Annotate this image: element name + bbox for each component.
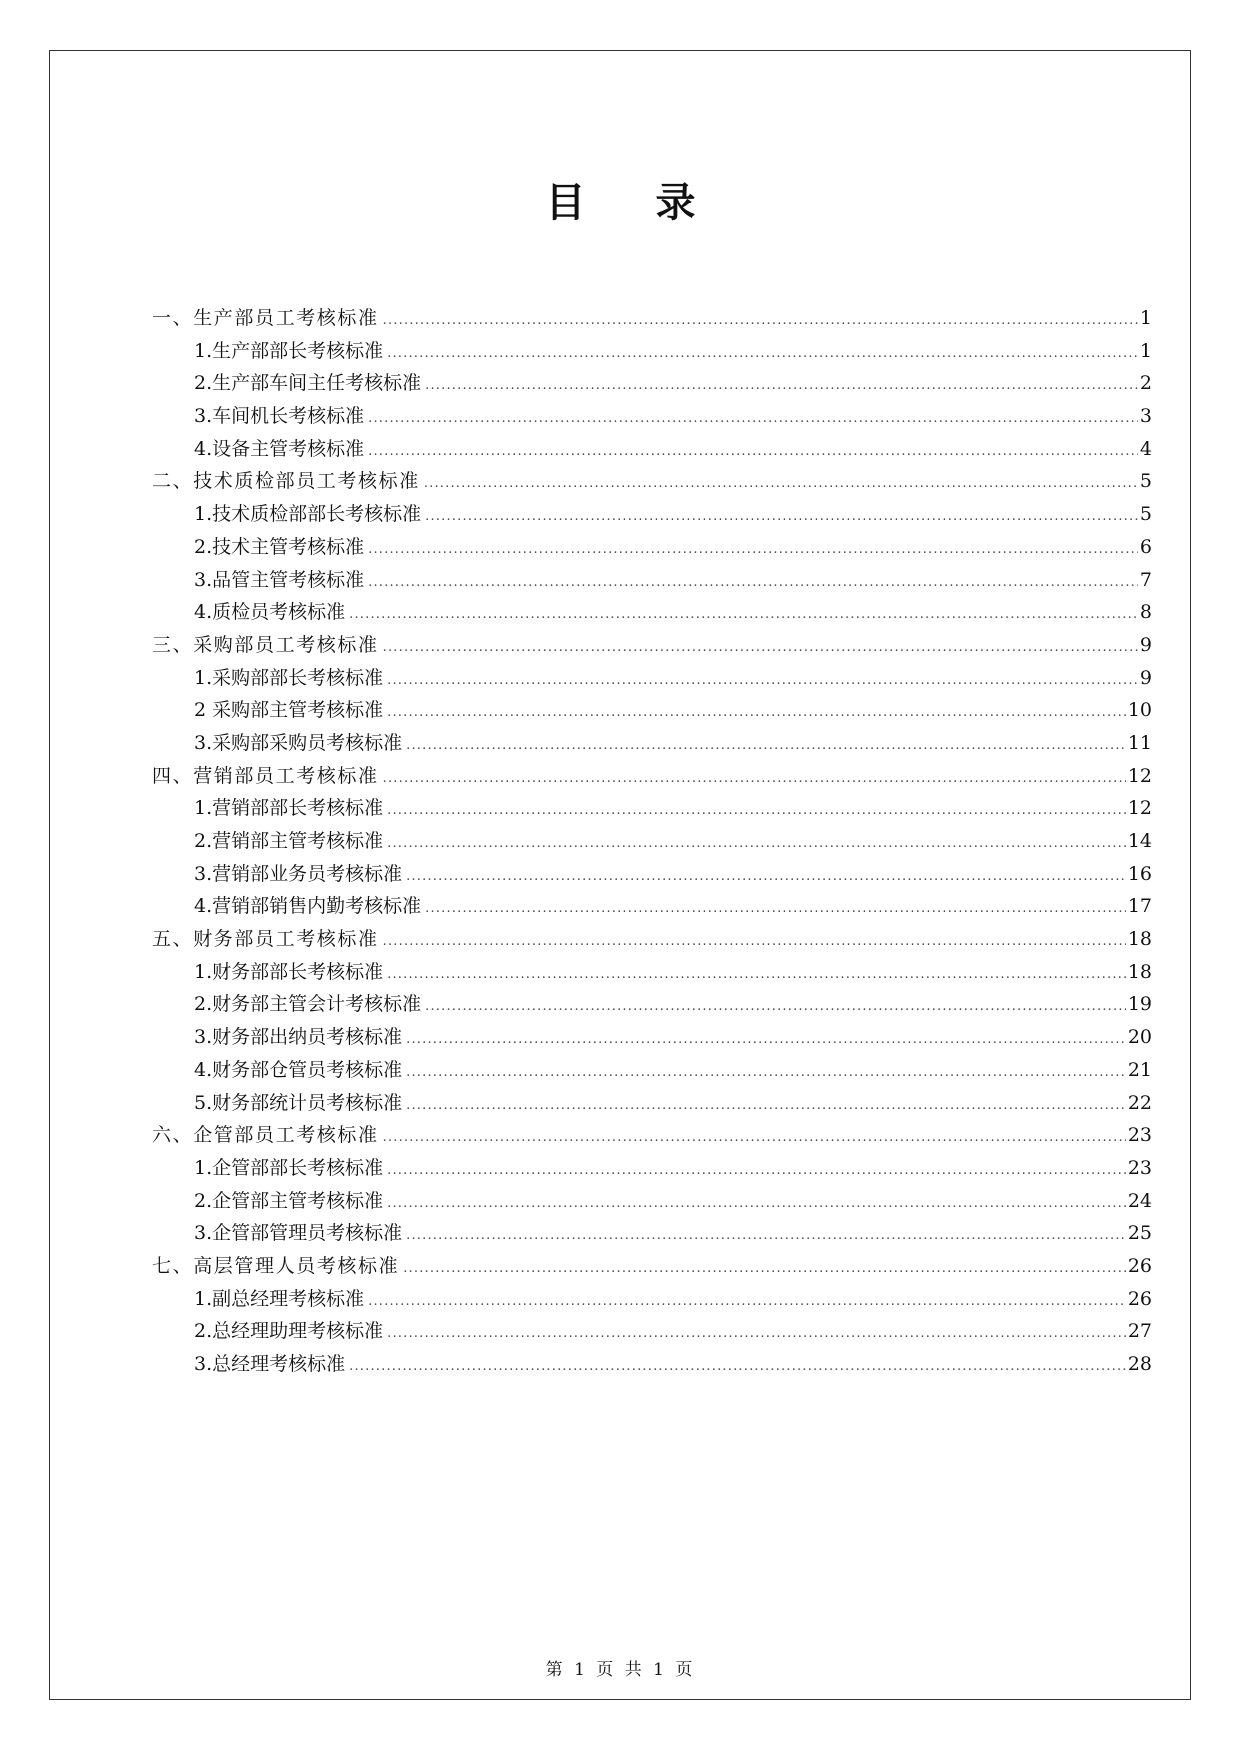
toc-entry-label: 七、高层管理人员考核标准 xyxy=(152,1254,400,1277)
toc-subsection-entry[interactable] xyxy=(152,727,1152,760)
toc-entry-label: 3.品管主管考核标准 xyxy=(194,568,365,591)
toc-section-entry[interactable] xyxy=(152,1119,1152,1152)
toc-entry-label: 五、财务部员工考核标准 xyxy=(152,928,379,951)
toc-subsection-entry[interactable] xyxy=(152,1217,1152,1250)
toc-dot-leader xyxy=(406,861,1126,894)
toc-entry-page-number: 18 xyxy=(1127,928,1152,951)
toc-entry-label: 1.财务部部长考核标准 xyxy=(194,960,384,983)
toc-dot-leader xyxy=(368,1286,1126,1319)
toc-entry-page-number: 23 xyxy=(1127,1156,1152,1179)
toc-subsection-entry[interactable] xyxy=(152,498,1152,531)
toc-section-entry[interactable] xyxy=(152,760,1152,793)
toc-subsection-entry[interactable] xyxy=(152,1087,1152,1120)
toc-dot-leader xyxy=(349,599,1138,632)
toc-section-entry[interactable] xyxy=(152,302,1152,335)
footer-total-pages: 1 xyxy=(653,1660,667,1680)
toc-entry-label: 四、营销部员工考核标准 xyxy=(152,764,379,787)
toc-subsection-entry[interactable] xyxy=(152,956,1152,989)
toc-dot-leader xyxy=(424,468,1138,501)
toc-entry-label: 2.企管部主管考核标准 xyxy=(194,1189,384,1212)
toc-entry-page-number: 16 xyxy=(1127,862,1152,885)
toc-dot-leader xyxy=(387,338,1138,371)
toc-entry-label: 2 采购部主管考核标准 xyxy=(194,699,384,722)
toc-entry-label: 1.副总经理考核标准 xyxy=(194,1287,365,1310)
toc-subsection-entry[interactable] xyxy=(152,367,1152,400)
toc-subsection-entry[interactable] xyxy=(152,662,1152,695)
toc-entry-page-number: 26 xyxy=(1127,1287,1152,1310)
toc-entry-page-number: 19 xyxy=(1127,993,1152,1016)
toc-section-entry[interactable] xyxy=(152,629,1152,662)
footer-prefix: 第 xyxy=(545,1660,566,1680)
toc-subsection-entry[interactable] xyxy=(152,988,1152,1021)
toc-entry-page-number: 11 xyxy=(1127,731,1152,754)
toc-subsection-entry[interactable] xyxy=(152,400,1152,433)
page-footer xyxy=(0,1658,1241,1682)
toc-entry-label: 2.总经理助理考核标准 xyxy=(194,1320,384,1343)
toc-entry-page-number: 3 xyxy=(1139,405,1152,428)
toc-section-entry[interactable] xyxy=(152,1250,1152,1283)
toc-subsection-entry[interactable] xyxy=(152,1348,1152,1381)
toc-entry-page-number: 8 xyxy=(1139,601,1152,624)
toc-dot-leader xyxy=(387,665,1138,698)
toc-entry-label: 三、采购部员工考核标准 xyxy=(152,633,379,656)
toc-dot-leader xyxy=(368,403,1138,436)
page-title: 目 录 xyxy=(545,180,724,226)
toc-entry-page-number: 21 xyxy=(1127,1058,1152,1081)
toc-entry-page-number: 1 xyxy=(1139,307,1152,329)
toc-entry-label: 4.营销部销售内勤考核标准 xyxy=(194,895,422,918)
toc-dot-leader xyxy=(387,828,1126,861)
toc-entry-label: 4.设备主管考核标准 xyxy=(194,437,365,460)
toc-entry-label: 六、企管部员工考核标准 xyxy=(152,1124,379,1147)
toc-dot-leader xyxy=(368,436,1138,469)
toc-subsection-entry[interactable] xyxy=(152,858,1152,891)
toc-subsection-entry[interactable] xyxy=(152,335,1152,368)
toc-subsection-entry[interactable] xyxy=(152,792,1152,825)
footer-suffix: 页 xyxy=(675,1660,696,1680)
table-of-contents xyxy=(152,302,1152,1381)
toc-entry-page-number: 24 xyxy=(1127,1189,1152,1212)
toc-entry-page-number: 9 xyxy=(1139,666,1152,689)
toc-dot-leader xyxy=(368,534,1138,567)
toc-entry-label: 4.财务部仓管员考核标准 xyxy=(194,1058,403,1081)
toc-dot-leader xyxy=(406,1057,1126,1090)
toc-dot-leader xyxy=(387,697,1126,730)
toc-dot-leader xyxy=(406,1220,1126,1253)
toc-entry-label: 2.财务部主管会计考核标准 xyxy=(194,993,422,1016)
toc-dot-leader xyxy=(425,501,1138,534)
toc-entry-page-number: 18 xyxy=(1127,960,1152,983)
toc-dot-leader xyxy=(368,567,1138,600)
toc-entry-page-number: 26 xyxy=(1127,1254,1152,1277)
toc-subsection-entry[interactable] xyxy=(152,694,1152,727)
toc-subsection-entry[interactable] xyxy=(152,564,1152,597)
toc-entry-label: 2.营销部主管考核标准 xyxy=(194,830,384,852)
toc-entry-page-number: 14 xyxy=(1127,830,1152,852)
toc-entry-label: 1.企管部部长考核标准 xyxy=(194,1156,384,1179)
toc-entry-label: 一、生产部员工考核标准 xyxy=(152,307,379,329)
toc-entry-page-number: 20 xyxy=(1127,1026,1152,1049)
toc-dot-leader xyxy=(387,795,1126,828)
footer-middle: 页 共 xyxy=(596,1660,645,1680)
toc-dot-leader xyxy=(383,632,1138,665)
toc-dot-leader xyxy=(383,305,1138,338)
toc-entry-label: 3.采购部采购员考核标准 xyxy=(194,731,403,754)
toc-entry-label: 3.总经理考核标准 xyxy=(194,1353,346,1375)
toc-entry-label: 1.营销部部长考核标准 xyxy=(194,797,384,820)
toc-subsection-entry[interactable] xyxy=(152,1021,1152,1054)
footer-current-page: 1 xyxy=(574,1660,588,1680)
toc-entry-page-number: 2 xyxy=(1139,372,1152,395)
toc-subsection-entry[interactable] xyxy=(152,433,1152,466)
toc-dot-leader xyxy=(403,1253,1126,1286)
toc-subsection-entry[interactable] xyxy=(152,1185,1152,1218)
toc-dot-leader xyxy=(387,1188,1126,1221)
toc-section-entry[interactable] xyxy=(152,465,1152,498)
toc-entry-label: 3.车间机长考核标准 xyxy=(194,405,365,428)
toc-entry-page-number: 6 xyxy=(1139,535,1152,558)
toc-dot-leader xyxy=(387,959,1126,992)
toc-entry-page-number: 25 xyxy=(1127,1222,1152,1245)
toc-dot-leader xyxy=(387,1318,1126,1351)
toc-dot-leader xyxy=(383,926,1126,959)
toc-subsection-entry[interactable] xyxy=(152,531,1152,564)
toc-dot-leader xyxy=(406,1024,1126,1057)
toc-entry-page-number: 12 xyxy=(1127,797,1152,820)
toc-dot-leader xyxy=(383,1122,1126,1155)
toc-dot-leader xyxy=(383,763,1126,796)
toc-entry-page-number: 5 xyxy=(1139,503,1152,526)
toc-subsection-entry[interactable] xyxy=(152,1152,1152,1185)
toc-entry-label: 1.生产部部长考核标准 xyxy=(194,339,384,362)
toc-entry-label: 2.生产部车间主任考核标准 xyxy=(194,372,422,395)
toc-subsection-entry[interactable] xyxy=(152,825,1152,858)
toc-entry-page-number: 5 xyxy=(1139,470,1152,493)
toc-entry-page-number: 28 xyxy=(1127,1353,1152,1375)
toc-entry-page-number: 10 xyxy=(1127,699,1152,722)
toc-entry-page-number: 22 xyxy=(1127,1091,1152,1114)
toc-subsection-entry[interactable] xyxy=(152,1283,1152,1316)
toc-entry-label: 1.采购部部长考核标准 xyxy=(194,666,384,689)
toc-entry-label: 5.财务部统计员考核标准 xyxy=(194,1091,403,1114)
toc-entry-page-number: 1 xyxy=(1139,339,1152,362)
toc-entry-label: 4.质检员考核标准 xyxy=(194,601,346,624)
toc-entry-label: 二、技术质检部员工考核标准 xyxy=(152,470,420,493)
toc-entry-page-number: 27 xyxy=(1127,1320,1152,1343)
toc-dot-leader xyxy=(387,1155,1126,1188)
toc-subsection-entry[interactable] xyxy=(152,890,1152,923)
toc-entry-label: 3.营销部业务员考核标准 xyxy=(194,862,403,885)
toc-dot-leader xyxy=(425,893,1126,926)
toc-dot-leader xyxy=(406,730,1126,763)
toc-entry-page-number: 9 xyxy=(1139,633,1152,656)
toc-entry-label: 2.技术主管考核标准 xyxy=(194,535,365,558)
toc-entry-page-number: 4 xyxy=(1139,437,1152,460)
toc-entry-page-number: 7 xyxy=(1139,568,1152,591)
toc-entry-page-number: 17 xyxy=(1127,895,1152,918)
toc-dot-leader xyxy=(425,991,1126,1024)
toc-dot-leader xyxy=(425,370,1138,403)
toc-entry-page-number: 12 xyxy=(1127,764,1152,787)
toc-dot-leader xyxy=(406,1090,1126,1123)
toc-subsection-entry[interactable] xyxy=(152,1054,1152,1087)
toc-dot-leader xyxy=(349,1351,1126,1384)
toc-entry-label: 1.技术质检部部长考核标准 xyxy=(194,503,422,526)
toc-entry-label: 3.财务部出纳员考核标准 xyxy=(194,1026,403,1049)
toc-entry-label: 3.企管部管理员考核标准 xyxy=(194,1222,403,1245)
toc-entry-page-number: 23 xyxy=(1127,1124,1152,1147)
toc-section-entry[interactable] xyxy=(152,923,1152,956)
toc-subsection-entry[interactable] xyxy=(152,596,1152,629)
toc-subsection-entry[interactable] xyxy=(152,1315,1152,1348)
